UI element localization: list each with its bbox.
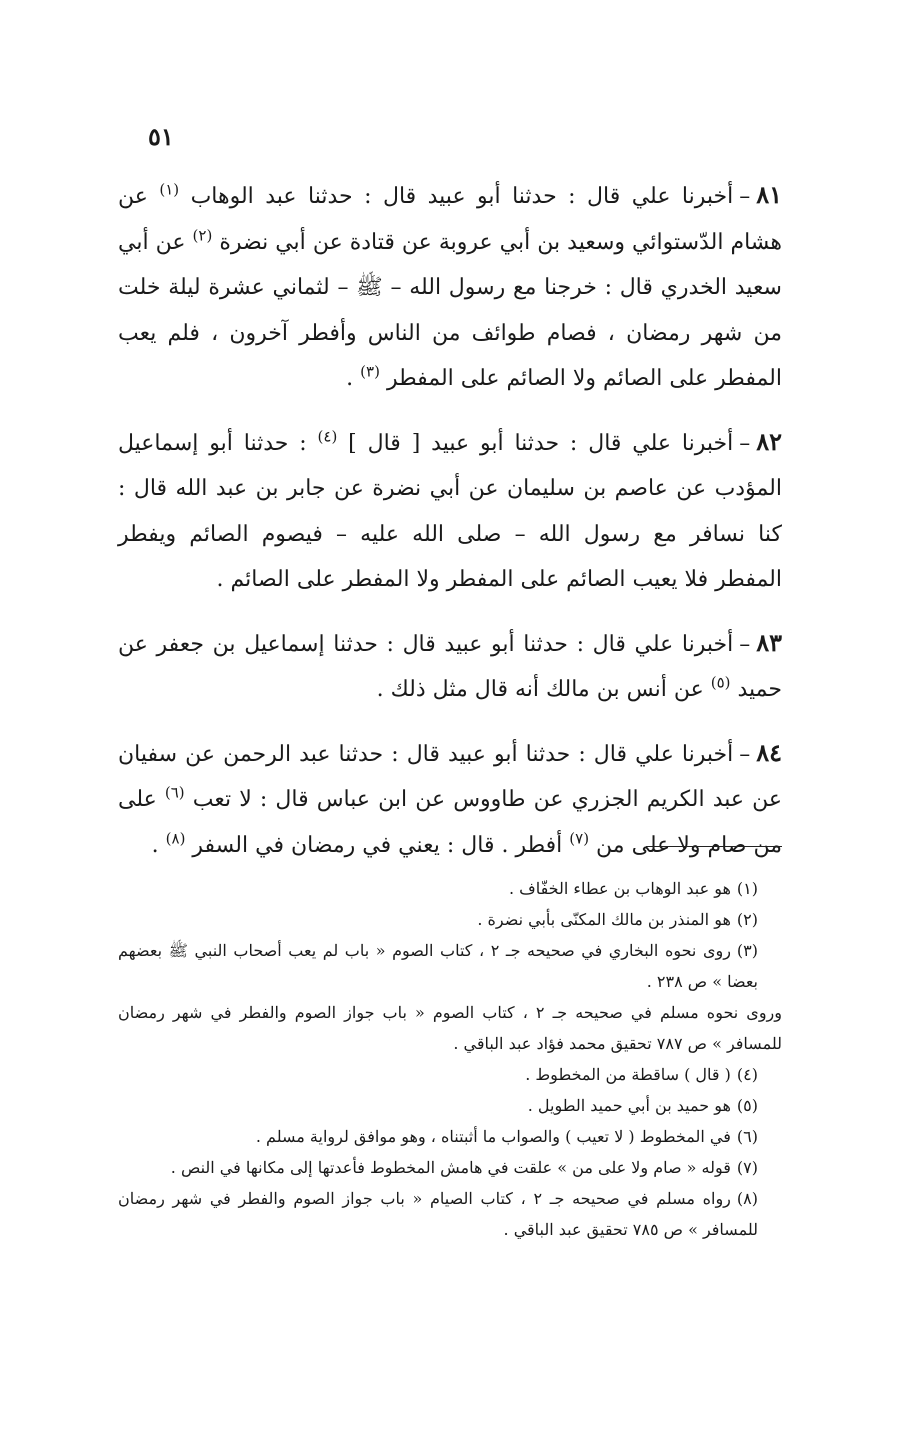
entry-text: . — [151, 832, 166, 858]
footnote-mark: (٨) — [736, 1189, 759, 1208]
hadith-entry — [118, 419, 782, 603]
footnote-mark: (٧) — [736, 1158, 758, 1177]
footnote-mark: (٤) — [736, 1065, 758, 1084]
footnote-ref: (٥) — [710, 673, 731, 692]
footnote-mark: (٦) — [736, 1127, 758, 1146]
footnote-ref: (٧) — [569, 829, 590, 848]
entry-dash: – — [739, 430, 751, 456]
footnote-item — [118, 1121, 782, 1152]
footnote-item — [118, 1059, 782, 1090]
footnote-ref: (٤) — [317, 427, 338, 446]
footnote-mark: (٥) — [736, 1096, 758, 1115]
entry-dash: – — [739, 184, 751, 209]
entry-text: أخبرنا علي قال : حدثنا أبو عبيد قال : حدثنا عبد الرحمن عن سفيان عن عبد الكريم الجزري عن طاووس عن ابن عباس قال : لا تعب — [118, 741, 782, 812]
footnotes — [118, 873, 782, 1245]
footnote-item — [118, 1152, 782, 1183]
entry-number: ٨٤ — [756, 737, 782, 767]
entry-text: على من صام ولا على من — [118, 787, 782, 858]
footnote-ref: (٣) — [360, 362, 380, 381]
footnote-item — [118, 904, 782, 935]
footnote-item — [118, 873, 782, 904]
entry-text: أفطر . قال : يعني في رمضان في السفر — [185, 832, 570, 858]
entry-text: أخبرنا علي قال : حدثنا أبو عبيد قال : حدثنا عبد الوهاب — [179, 184, 734, 209]
footnote-item — [118, 997, 782, 1059]
page-number: ٥١ — [148, 122, 174, 151]
footnote-text: هو المنذر بن مالك المكنّى بأبي نضرة . — [477, 910, 731, 929]
hadith-entry — [118, 730, 782, 869]
entry-number: ٨٢ — [756, 426, 782, 456]
entry-text: عن هشام الدّستوائي وسعيد بن أبي عروبة عن قتادة عن أبي نضرة — [118, 184, 783, 255]
footnote-separator — [646, 846, 782, 847]
footnote-item — [118, 935, 782, 997]
entry-number: ٨١ — [756, 180, 783, 209]
main-text — [118, 172, 782, 885]
footnote-mark: (٢) — [736, 910, 758, 929]
footnote-text: في المخطوط ( لا تعيب ) والصواب ما أثبتناه ، وهو موافق لرواية مسلم . — [255, 1127, 731, 1146]
footnote-text: ( قال ) ساقطة من المخطوط . — [525, 1065, 731, 1084]
entry-text: عن أنس بن مالك أنه قال مثل ذلك . — [376, 677, 711, 702]
footnote-text: وروى نحوه مسلم في صحيحه جـ ٢ ، كتاب الصوم « باب جواز الصوم والفطر في شهر رمضان للمسافر » ص ٧٨٧ تحقيق محمد فؤاد عبد الباقي . — [118, 1003, 782, 1053]
entry-text: : حدثنا أبو إسماعيل المؤدب عن عاصم بن سليمان عن أبي نضرة عن جابر بن عبد الله قال : كنا نسافر مع رسول الله – صلى الله عليه – فيصوم الصائم ويفطر المفطر فلا يعيب الصائم على المفطر ولا المفطر على الصائم . — [118, 430, 782, 592]
entry-dash: – — [739, 741, 751, 767]
footnote-mark: (١) — [736, 879, 758, 898]
hadith-entry — [118, 172, 782, 402]
footnote-item — [118, 1090, 782, 1121]
footnote-text: هو حميد بن أبي حميد الطويل . — [527, 1096, 731, 1115]
footnote-item — [118, 1183, 782, 1245]
hadith-entry — [118, 620, 782, 713]
footnote-ref: (٦) — [164, 783, 185, 802]
footnote-ref: (١) — [159, 180, 180, 199]
entry-text: أخبرنا علي قال : حدثنا أبو عبيد [ قال ] — [337, 430, 734, 456]
entry-dash: – — [739, 631, 751, 657]
footnote-text: روى نحوه البخاري في صحيحه جـ ٢ ، كتاب الصوم « باب لم يعب أصحاب النبي ﷺ بعضهم بعضا » ص ٢٣٨ . — [118, 941, 758, 991]
footnote-text: قوله « صام ولا على من » علقت في هامش المخطوط فأعدتها إلى مكانها في النص . — [170, 1158, 731, 1177]
footnote-ref: (٢) — [192, 226, 213, 245]
footnote-text: هو عبد الوهاب بن عطاء الخفّاف . — [508, 879, 731, 898]
entry-text: أخبرنا علي قال : حدثنا أبو عبيد قال : حدثنا إسماعيل بن جعفر عن حميد — [118, 631, 782, 702]
footnote-text: رواه مسلم في صحيحه جـ ٢ ، كتاب الصيام « باب جواز الصوم والفطر في شهر رمضان للمسافر » ص ٧٨٥ تحقيق عبد الباقي . — [118, 1189, 758, 1239]
footnote-ref: (٨) — [165, 829, 186, 848]
entry-text: عن أبي سعيد الخدري قال : خرجنا مع رسول الله – ﷺ – لثماني عشرة ليلة خلت من شهر رمضان ، فصام طوائف من الناس وأفطر آخرون ، فلم يعب المفطر على الصائم ولا الصائم على المفطر — [118, 229, 782, 391]
entry-text: . — [346, 366, 361, 391]
entry-number: ٨٣ — [756, 627, 782, 657]
footnote-mark: (٣) — [736, 941, 759, 960]
